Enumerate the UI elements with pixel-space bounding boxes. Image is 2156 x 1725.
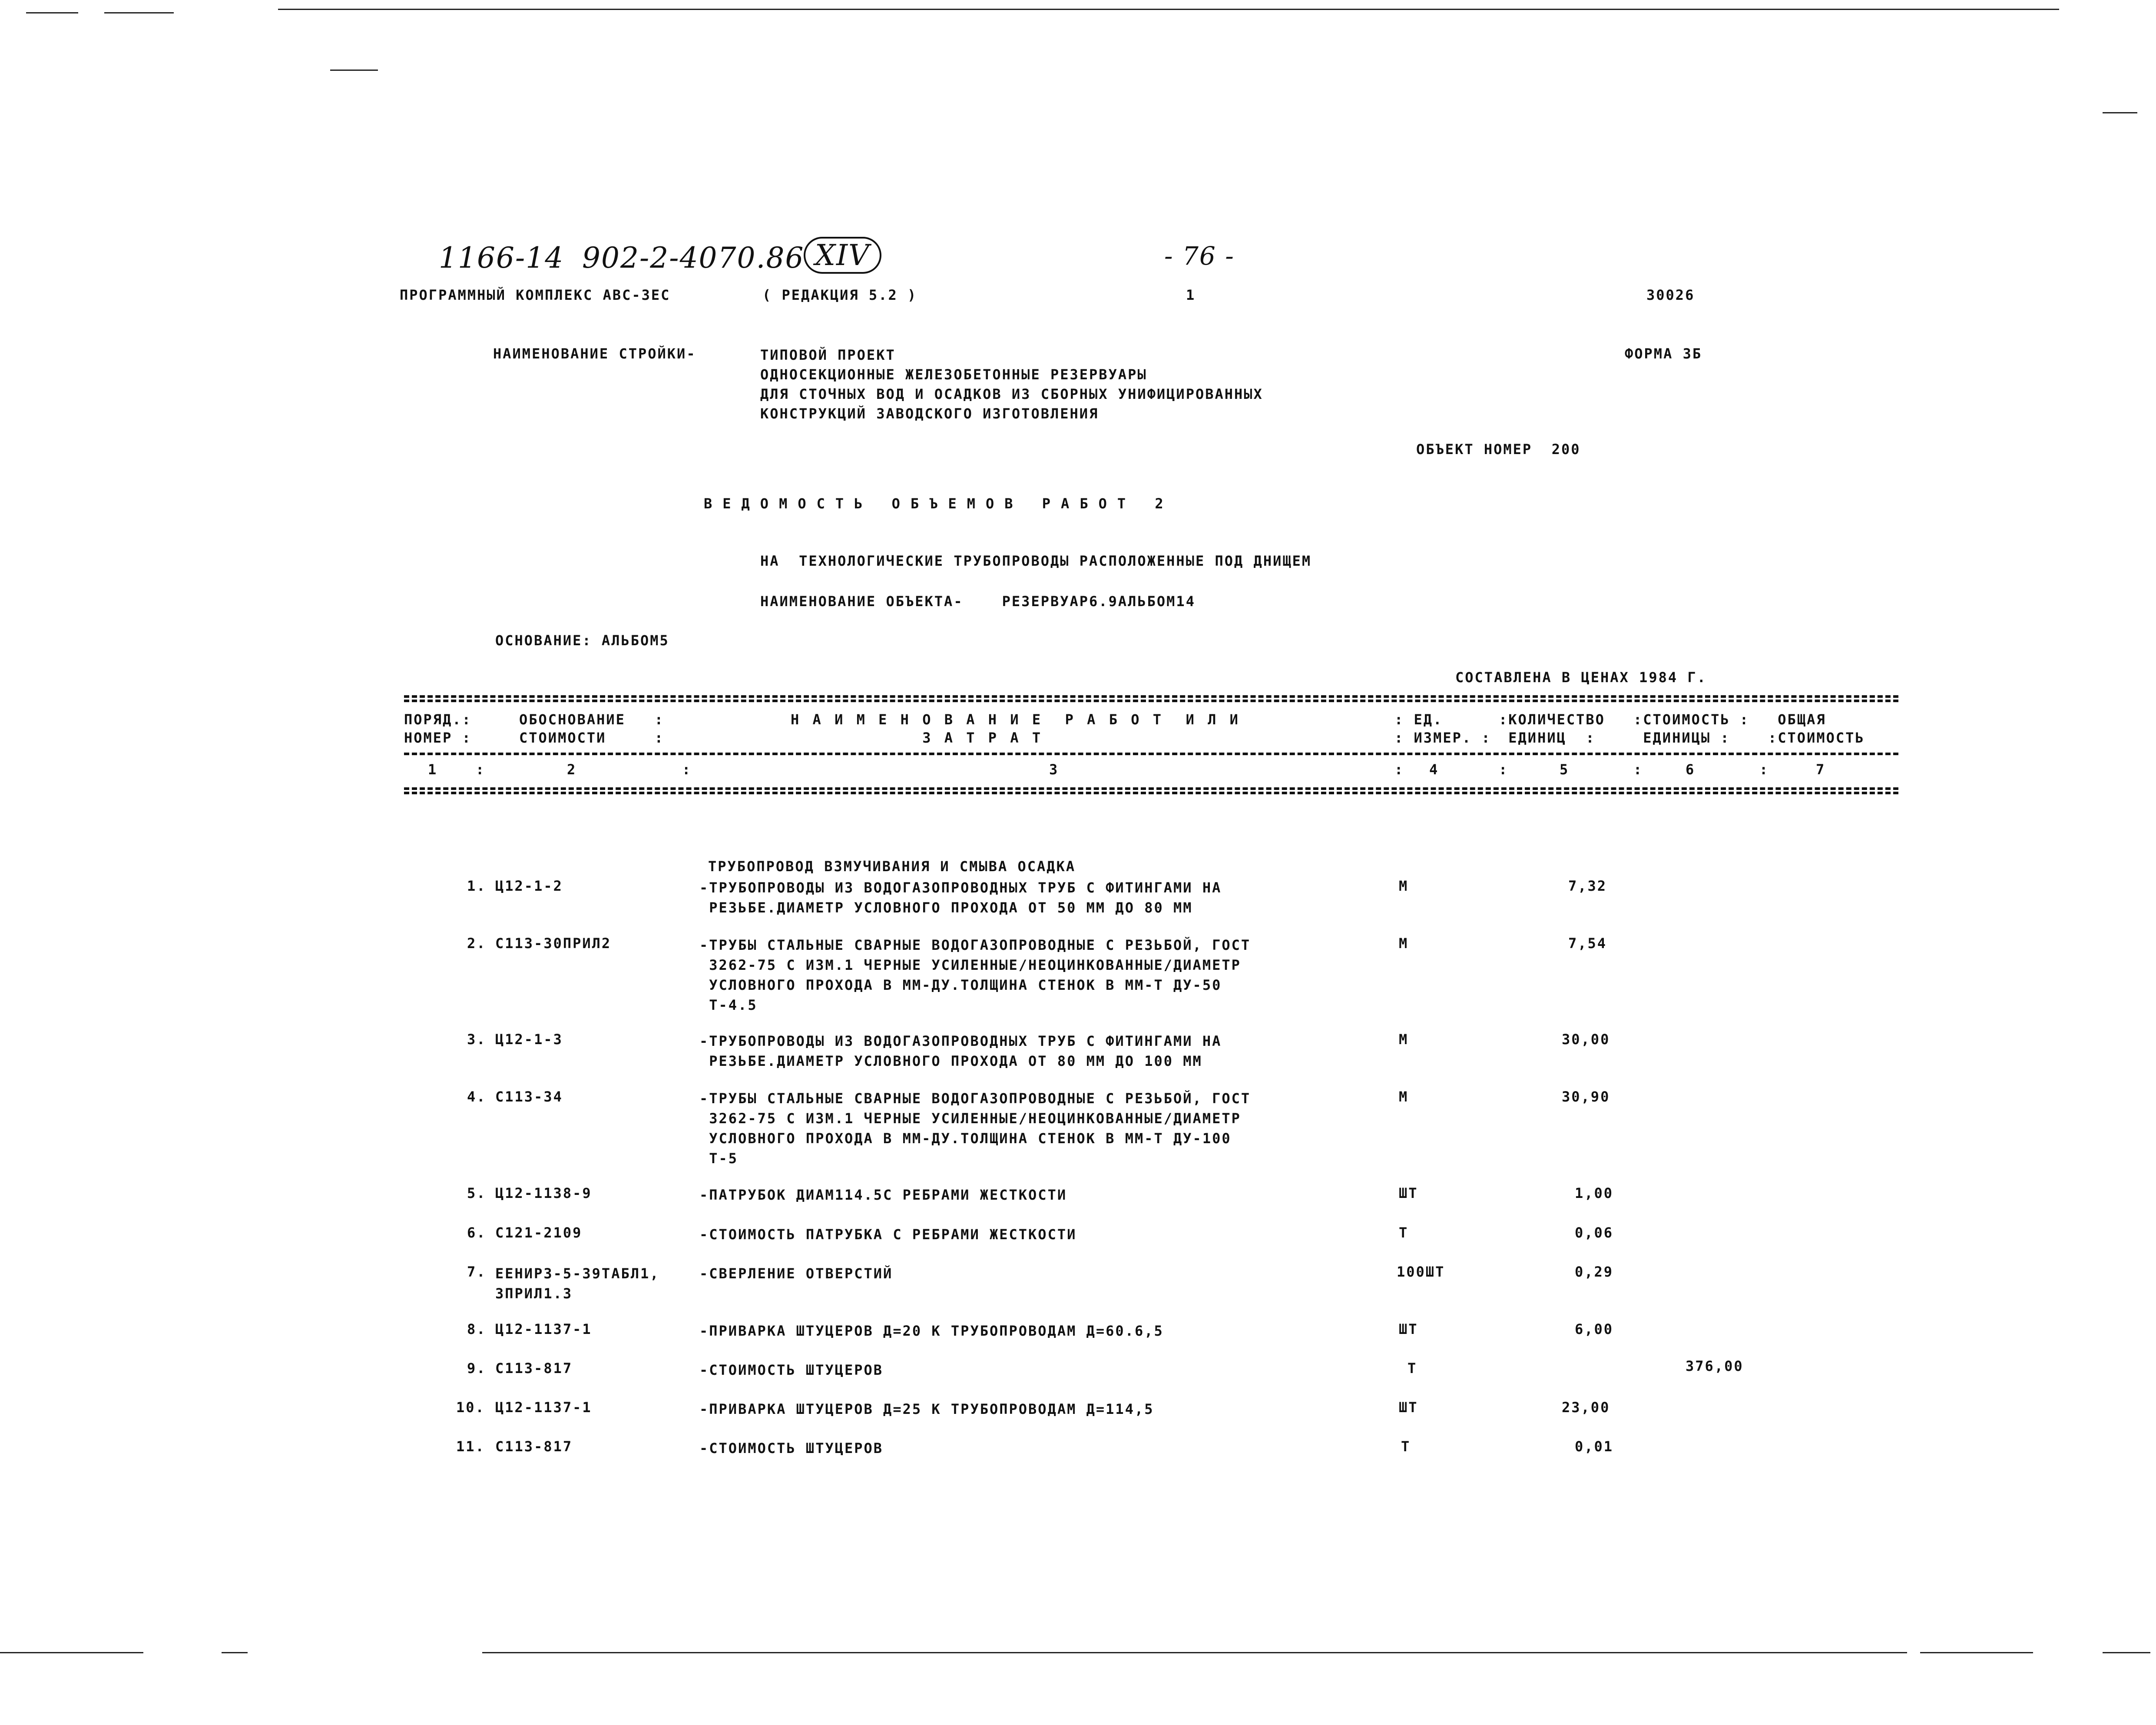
row-number: 9. xyxy=(467,1360,487,1377)
row-code: Ц12-1-2 xyxy=(495,878,563,894)
row-unit: Т xyxy=(1408,1360,1417,1377)
col-num-4: 4 xyxy=(1429,761,1439,778)
row-quantity: 30,00 xyxy=(1562,1031,1610,1048)
object-name: НАИМЕНОВАНИЕ ОБЪЕКТА- РЕЗЕРВУАР6.9АЛЬБОМ14 xyxy=(760,593,1196,610)
row-description: -ТРУБЫ СТАЛЬНЫЕ СВАРНЫЕ ВОДОГАЗОПРОВОДНЫЕ С РЕЗЬБОЙ, ГОСТ 3262-75 С ИЗМ.1 ЧЕРНЫЕ УСИЛЕННЫЕ/НЕОЦИНКОВАННЫЕ/ДИАМЕТР УСЛОВНОГО ПРОХОДА В ММ-ДУ.ТОЛЩИНА СТЕНОК В ММ-Т ДУ-50 Т-4.5 xyxy=(699,937,1251,1013)
row-description: -ПАТРУБОК ДИАМ114.5С РЕБРАМИ ЖЕСТКОСТИ xyxy=(699,1187,1067,1203)
form-label: ФОРМА 3Б xyxy=(1625,345,1702,362)
col-sep: : xyxy=(1394,761,1404,778)
row-unit: М xyxy=(1399,878,1409,894)
bottom-edge-line xyxy=(0,1652,143,1653)
row-unit: Т xyxy=(1401,1438,1411,1455)
row-number: 4. xyxy=(467,1088,487,1105)
row-unit: ШТ xyxy=(1399,1321,1418,1337)
document-code: 30026 xyxy=(1646,287,1695,303)
row-number: 3. xyxy=(467,1031,487,1048)
top-edge-line xyxy=(278,9,2059,10)
row-code: Ц12-1138-9 xyxy=(495,1185,592,1201)
row-number: 1. xyxy=(467,878,487,894)
page-number: - 76 - xyxy=(1164,241,1235,271)
handwritten-project-code: 902-2-4070.86 xyxy=(582,241,805,275)
row-unit: М xyxy=(1399,1031,1409,1048)
bottom-edge-line xyxy=(482,1652,1907,1653)
col-num-5: 5 xyxy=(1560,761,1570,778)
row-total-cost: 376,00 xyxy=(1686,1358,1744,1374)
row-code: С121-2109 xyxy=(495,1224,583,1241)
row-number: 10. xyxy=(456,1399,485,1416)
document-subtitle: НА ТЕХНОЛОГИЧЕСКИЕ ТРУБОПРОВОДЫ РАСПОЛОЖЕННЫЕ ПОД ДНИЩЕМ xyxy=(760,553,1312,569)
construction-name: ТИПОВОЙ ПРОЕКТ ОДНОСЕКЦИОННЫЕ ЖЕЛЕЗОБЕТОННЫЕ РЕЗЕРВУАРЫ ДЛЯ СТОЧНЫХ ВОД И ОСАДКОВ ИЗ СБОРНЫХ УНИФИЦИРОВАННЫХ КОНСТРУКЦИЙ ЗАВОДСКОГО ИЗГОТОВЛЕНИЯ xyxy=(760,347,1263,422)
row-description: -ПРИВАРКА ШТУЦЕРОВ Д=20 К ТРУБОПРОВОДАМ Д=60.6,5 xyxy=(699,1323,1164,1339)
row-unit: М xyxy=(1399,1088,1409,1105)
row-quantity: 6,00 xyxy=(1575,1321,1614,1337)
row-unit: М xyxy=(1399,935,1409,952)
col-header-unit-cost: :СТОИМОСТЬ : ЕДИНИЦЫ : xyxy=(1633,711,1750,746)
object-number: ОБЪЕКТ НОМЕР 200 xyxy=(1416,441,1581,458)
basis: ОСНОВАНИЕ: АЛЬБОМ5 xyxy=(495,632,669,649)
row-quantity: 0,01 xyxy=(1575,1438,1614,1455)
scan-mark xyxy=(330,70,378,71)
col-num-2: 2 xyxy=(567,761,577,778)
col-num-1: 1 xyxy=(428,761,438,778)
table-rule xyxy=(404,695,1898,698)
table-rule xyxy=(404,792,1898,794)
col-header-total-cost: ОБЩАЯ :СТОИМОСТЬ xyxy=(1768,711,1865,746)
row-number: 5. xyxy=(467,1185,487,1201)
col-sep: : xyxy=(1759,761,1769,778)
col-num-7: 7 xyxy=(1816,761,1826,778)
scan-mark xyxy=(222,1652,248,1653)
row-description: -ТРУБОПРОВОДЫ ИЗ ВОДОГАЗОПРОВОДНЫХ ТРУБ С ФИТИНГАМИ НА РЕЗЬБЕ.ДИАМЕТР УСЛОВНОГО ПРОХОДА ОТ 80 ММ ДО 100 ММ xyxy=(699,1033,1222,1069)
row-description: -СТОИМОСТЬ ПАТРУБКА С РЕБРАМИ ЖЕСТКОСТИ xyxy=(699,1226,1077,1243)
row-code: С113-30ПРИЛ2 xyxy=(495,935,612,952)
row-code: Ц12-1137-1 xyxy=(495,1399,592,1416)
col-sep: : xyxy=(476,761,486,778)
row-code: С113-34 xyxy=(495,1088,563,1105)
row-quantity: 0,29 xyxy=(1575,1264,1614,1280)
row-description: -ТРУБОПРОВОДЫ ИЗ ВОДОГАЗОПРОВОДНЫХ ТРУБ С ФИТИНГАМИ НА РЕЗЬБЕ.ДИАМЕТР УСЛОВНОГО ПРОХОДА ОТ 50 ММ ДО 80 ММ xyxy=(699,879,1222,916)
row-quantity: 1,00 xyxy=(1575,1185,1614,1201)
col-sep: : xyxy=(682,761,692,778)
row-unit: Т xyxy=(1399,1224,1409,1241)
group-title: ТРУБОПРОВОД ВЗМУЧИВАНИЯ И СМЫВА ОСАДКА xyxy=(708,858,1076,875)
row-unit: ШТ xyxy=(1399,1399,1418,1416)
scan-mark xyxy=(2103,112,2137,113)
row-quantity: 23,00 xyxy=(1562,1399,1610,1416)
program-name: ПРОГРАММНЫЙ КОМПЛЕКС АВС-3ЕС xyxy=(400,287,671,303)
row-number: 7. xyxy=(467,1264,487,1280)
col-header-basis: ОБОСНОВАНИЕ : СТОИМОСТИ : xyxy=(519,711,664,746)
row-code: ЕЕНИРЗ-5-39ТАБЛ1, 3ПРИЛ1.3 xyxy=(495,1265,660,1302)
row-unit: 100ШТ xyxy=(1397,1264,1445,1280)
row-description: -СТОИМОСТЬ ШТУЦЕРОВ xyxy=(699,1440,884,1456)
row-unit: ШТ xyxy=(1399,1185,1418,1201)
col-header-unit: : ЕД. : ИЗМЕР. : xyxy=(1394,711,1491,746)
row-quantity: 7,32 xyxy=(1568,878,1607,894)
handwritten-sheet-code: 1166-14 xyxy=(439,241,564,275)
row-number: 2. xyxy=(467,935,487,952)
construction-label: НАИМЕНОВАНИЕ СТРОЙКИ- xyxy=(493,345,696,362)
col-num-6: 6 xyxy=(1686,761,1696,778)
row-code: Ц12-1-3 xyxy=(495,1031,563,1048)
table-rule xyxy=(404,700,1898,702)
scan-mark xyxy=(104,12,174,13)
row-number: 8. xyxy=(467,1321,487,1337)
scan-mark xyxy=(26,12,78,13)
scan-mark xyxy=(1920,1652,2033,1653)
row-quantity: 30,90 xyxy=(1562,1088,1610,1105)
table-rule xyxy=(404,787,1898,790)
col-header-quantity: :КОЛИЧЕСТВО ЕДИНИЦ : xyxy=(1499,711,1605,746)
scan-mark xyxy=(2103,1652,2150,1653)
col-sep: : xyxy=(1633,761,1643,778)
row-code: С113-817 xyxy=(495,1360,573,1377)
row-number: 6. xyxy=(467,1224,487,1241)
col-header-number: ПОРЯД.: НОМЕР : xyxy=(404,711,472,746)
edition: ( РЕДАКЦИЯ 5.2 ) xyxy=(762,287,917,303)
row-code: С113-817 xyxy=(495,1438,573,1455)
col-num-3: 3 xyxy=(1049,761,1059,778)
handwritten-album: XIV xyxy=(804,237,881,274)
row-description: -ТРУБЫ СТАЛЬНЫЕ СВАРНЫЕ ВОДОГАЗОПРОВОДНЫЕ С РЕЗЬБОЙ, ГОСТ 3262-75 С ИЗМ.1 ЧЕРНЫЕ УСИЛЕННЫЕ/НЕОЦИНКОВАННЫЕ/ДИАМЕТР УСЛОВНОГО ПРОХОДА В ММ-ДУ.ТОЛЩИНА СТЕНОК В ММ-Т ДУ-100 Т-5 xyxy=(699,1090,1251,1167)
sheet-number: 1 xyxy=(1186,287,1196,303)
row-code: Ц12-1137-1 xyxy=(495,1321,592,1337)
row-description: -СТОИМОСТЬ ШТУЦЕРОВ xyxy=(699,1362,884,1378)
row-quantity: 0,06 xyxy=(1575,1224,1614,1241)
row-description: -ПРИВАРКА ШТУЦЕРОВ Д=25 К ТРУБОПРОВОДАМ Д=114,5 xyxy=(699,1401,1154,1417)
col-header-name: Н А И М Е Н О В А Н И Е Р А Б О Т И Л И З А Т Р А Т xyxy=(791,711,1241,746)
row-description: -СВЕРЛЕНИЕ ОТВЕРСТИЙ xyxy=(699,1265,893,1282)
row-number: 11. xyxy=(456,1438,485,1455)
row-quantity: 7,54 xyxy=(1568,935,1607,952)
price-level: СОСТАВЛЕНА В ЦЕНАХ 1984 Г. xyxy=(1455,669,1707,686)
table-rule xyxy=(404,753,1898,755)
col-sep: : xyxy=(1499,761,1509,778)
document-title: ВЕДОМОСТЬ ОБЪЕМОВ РАБОТ 2 xyxy=(704,495,1174,512)
